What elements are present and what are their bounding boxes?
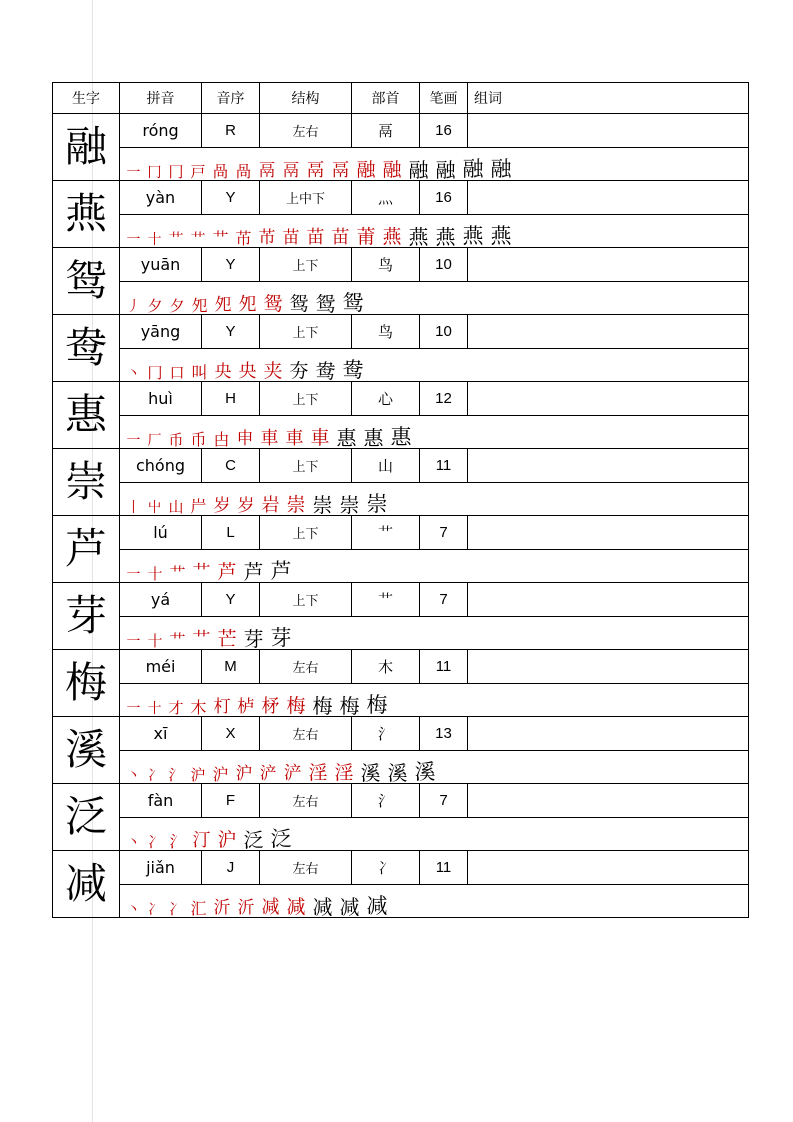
stroke-step: 沪 (235, 764, 253, 784)
stroke-order-row (53, 818, 749, 851)
structure-cell: 上下 (260, 382, 352, 416)
radical-cell: 鬲 (352, 114, 420, 148)
stroke-step: 燕 (490, 224, 512, 248)
radical-cell: 灬 (352, 181, 420, 215)
header-words: 组词 (468, 83, 749, 114)
words-cell (468, 717, 749, 751)
stroke-count-cell: 10 (420, 248, 468, 282)
structure-cell: 左右 (260, 114, 352, 148)
stroke-step: 鬲 (258, 161, 276, 181)
stroke-step: 冫 (147, 902, 162, 918)
stroke-count-cell: 16 (420, 181, 468, 215)
stroke-step: 融 (490, 157, 512, 181)
structure-cell: 上下 (260, 315, 352, 349)
stroke-step: 梅 (312, 694, 333, 717)
structure-cell: 上下 (260, 583, 352, 617)
character-cell: 梅 (53, 650, 120, 717)
stroke-step: 夹 (263, 360, 283, 382)
stroke-step: 央 (214, 362, 232, 382)
stroke-count-cell: 10 (420, 315, 468, 349)
stroke-step: 一 (126, 165, 141, 181)
radical-cell: 木 (352, 650, 420, 684)
stroke-order-row (53, 885, 749, 918)
pinyin-cell: jiǎn (120, 851, 202, 885)
stroke-step: 甴 (213, 430, 230, 449)
stroke-step: 咼 (235, 162, 252, 181)
stroke-step: 艹 (212, 229, 229, 248)
radical-cell: 心 (352, 382, 420, 416)
stroke-order-row (53, 483, 749, 516)
stroke-order-cell (120, 215, 749, 248)
stroke-step: 冫 (147, 768, 162, 784)
stroke-count-cell: 16 (420, 114, 468, 148)
stroke-order-row (53, 684, 749, 717)
stroke-step: 柕 (261, 696, 280, 717)
character-cell: 芦 (53, 516, 120, 583)
stroke-order-cell (120, 349, 749, 382)
stroke-step: 艹 (168, 230, 184, 248)
table-row (53, 650, 749, 684)
stroke-step: 栌 (237, 697, 255, 717)
stroke-step: 沪 (217, 829, 237, 851)
stroke-step: 芦 (270, 559, 292, 583)
stroke-step: 一 (126, 232, 141, 248)
header-character: 生字 (53, 83, 120, 114)
stroke-step: 芇 (258, 228, 276, 248)
structure-cell: 上下 (260, 449, 352, 483)
table-row (53, 248, 749, 282)
stroke-order-cell (120, 751, 749, 784)
table-row (53, 449, 749, 483)
pinyin-cell: yá (120, 583, 202, 617)
character-cell: 泛 (53, 784, 120, 851)
words-cell (468, 248, 749, 282)
stroke-step: 鸳 (289, 293, 309, 315)
stroke-step: 一 (126, 567, 141, 583)
initial-cell: Y (202, 248, 260, 282)
stroke-step: 一 (126, 634, 141, 650)
stroke-step: 淫 (334, 762, 354, 784)
character-cell: 惠 (53, 382, 120, 449)
stroke-step: 鸯 (342, 358, 364, 382)
pinyin-cell: méi (120, 650, 202, 684)
stroke-step: 融 (435, 158, 456, 181)
stroke-step: 屵 (190, 497, 207, 516)
stroke-step: 車 (260, 428, 279, 449)
table-row (53, 181, 749, 215)
stroke-step: 沂 (237, 898, 255, 918)
pinyin-cell: huì (120, 382, 202, 416)
table-row (53, 315, 749, 349)
radical-cell: 艹 (352, 583, 420, 617)
structure-cell: 左右 (260, 784, 352, 818)
stroke-count-cell: 7 (420, 784, 468, 818)
table-row (53, 784, 749, 818)
stroke-order-row (53, 751, 749, 784)
stroke-step: 鬲 (282, 161, 300, 181)
words-cell (468, 516, 749, 550)
words-cell (468, 784, 749, 818)
pinyin-cell: yàn (120, 181, 202, 215)
stroke-step: 惠 (390, 425, 412, 449)
stroke-step: 叫 (191, 363, 208, 382)
stroke-step: 芽 (243, 627, 264, 650)
stroke-step: 芦 (217, 561, 237, 583)
stroke-step: 泛 (243, 828, 264, 851)
header-initial: 音序 (202, 83, 260, 114)
stroke-step: 崇 (286, 494, 306, 516)
stroke-step: 溪 (360, 761, 381, 784)
stroke-step: 山 (168, 498, 184, 516)
stroke-step: 艹 (192, 562, 211, 583)
words-cell (468, 382, 749, 416)
stroke-order-cell (120, 483, 749, 516)
stroke-step: 浐 (283, 763, 302, 784)
character-cell: 溪 (53, 717, 120, 784)
stroke-step: 車 (285, 428, 304, 449)
stroke-step: 梅 (286, 695, 306, 717)
stroke-step: 申 (236, 429, 254, 449)
stroke-step: 苗 (282, 228, 300, 248)
table-row (53, 114, 749, 148)
words-cell (468, 851, 749, 885)
structure-cell: 上中下 (260, 181, 352, 215)
structure-cell: 左右 (260, 650, 352, 684)
stroke-step: 泛 (270, 827, 292, 851)
header-pinyin: 拼音 (120, 83, 202, 114)
stroke-order-cell (120, 617, 749, 650)
stroke-step: 浐 (259, 764, 277, 784)
stroke-step: 夕 (169, 297, 185, 315)
stroke-step: 氵 (169, 832, 186, 851)
table-row (53, 583, 749, 617)
stroke-step: 戸 (190, 163, 206, 181)
stroke-order-row (53, 416, 749, 449)
structure-cell: 左右 (260, 851, 352, 885)
stroke-step: 夗 (191, 296, 208, 315)
stroke-step: 岩 (261, 495, 280, 516)
stroke-step: 融 (408, 158, 429, 181)
stroke-order-cell (120, 885, 749, 918)
stroke-order-row (53, 282, 749, 315)
words-cell (468, 315, 749, 349)
character-cell: 燕 (53, 181, 120, 248)
stroke-step: 丿 (126, 299, 141, 315)
stroke-step: 燕 (408, 225, 429, 248)
stroke-step: 咼 (212, 162, 229, 181)
stroke-order-row (53, 349, 749, 382)
table-row (53, 851, 749, 885)
stroke-order-cell (120, 550, 749, 583)
radical-cell: 冫 (352, 851, 420, 885)
initial-cell: Y (202, 583, 260, 617)
stroke-step: 冂 (147, 364, 163, 382)
words-cell (468, 181, 749, 215)
radical-cell: 氵 (352, 784, 420, 818)
pinyin-cell: xī (120, 717, 202, 751)
pinyin-cell: fàn (120, 784, 202, 818)
stroke-step: 丶 (126, 768, 141, 784)
stroke-step: 艹 (169, 564, 186, 583)
stroke-count-cell: 13 (420, 717, 468, 751)
stroke-step: 朾 (213, 697, 231, 717)
stroke-order-row (53, 550, 749, 583)
stroke-step: 丶 (126, 835, 141, 851)
stroke-step: 冂 (147, 165, 162, 181)
header-structure: 结构 (260, 83, 352, 114)
header-strokes: 笔画 (420, 83, 468, 114)
stroke-step: 十 (147, 565, 163, 583)
stroke-step: 一 (126, 701, 141, 717)
stroke-count-cell: 12 (420, 382, 468, 416)
words-cell (468, 114, 749, 148)
pinyin-cell: yāng (120, 315, 202, 349)
stroke-step: 苗 (331, 227, 350, 248)
stroke-step: 屮 (147, 500, 162, 516)
stroke-step: 丨 (126, 500, 141, 516)
stroke-step: 冫 (147, 833, 163, 851)
stroke-step: 夗 (238, 294, 257, 315)
stroke-step: 一 (126, 433, 141, 449)
stroke-step: 融 (382, 159, 402, 181)
structure-cell: 左右 (260, 717, 352, 751)
worksheet-container (52, 82, 748, 918)
stroke-step: 沪 (190, 766, 206, 784)
stroke-order-cell (120, 148, 749, 181)
stroke-step: 十 (147, 232, 162, 248)
stroke-step: 芇 (235, 229, 252, 248)
stroke-step: 惠 (363, 426, 384, 449)
stroke-step: 十 (147, 701, 162, 717)
words-cell (468, 583, 749, 617)
stroke-step: 氵 (168, 766, 184, 784)
header-radical: 部首 (352, 83, 420, 114)
stroke-order-row (53, 148, 749, 181)
initial-cell: Y (202, 315, 260, 349)
character-cell: 芽 (53, 583, 120, 650)
stroke-step: 鸳 (315, 292, 336, 315)
words-cell (468, 449, 749, 483)
initial-cell: F (202, 784, 260, 818)
structure-cell: 上下 (260, 248, 352, 282)
initial-cell: J (202, 851, 260, 885)
pinyin-cell: yuān (120, 248, 202, 282)
stroke-step: 岁 (213, 496, 231, 516)
character-cell: 鸯 (53, 315, 120, 382)
initial-cell: H (202, 382, 260, 416)
stroke-step: 口 (169, 364, 185, 382)
stroke-order-row (53, 617, 749, 650)
stroke-order-cell (120, 282, 749, 315)
radical-cell: 氵 (352, 717, 420, 751)
stroke-step: 沂 (213, 898, 231, 918)
character-cell: 融 (53, 114, 120, 181)
stroke-step: 币 (190, 430, 207, 449)
stroke-step: 融 (356, 159, 376, 181)
stroke-step: 木 (190, 698, 207, 717)
initial-cell: X (202, 717, 260, 751)
stroke-step: 崇 (312, 493, 333, 516)
stroke-step: 才 (168, 699, 184, 717)
stroke-step: 汇 (190, 899, 207, 918)
stroke-count-cell: 11 (420, 851, 468, 885)
stroke-step: 艹 (190, 230, 206, 248)
initial-cell: Y (202, 181, 260, 215)
table-row (53, 717, 749, 751)
stroke-step: 夯 (289, 360, 309, 382)
character-cell: 崇 (53, 449, 120, 516)
stroke-step: 融 (462, 157, 484, 181)
stroke-step: 梅 (339, 694, 360, 717)
stroke-step: 减 (366, 894, 388, 918)
stroke-step: 丶 (126, 366, 141, 382)
stroke-step: 艹 (169, 631, 186, 650)
stroke-step: 厂 (147, 433, 162, 449)
table-row (53, 382, 749, 416)
table-row (53, 516, 749, 550)
stroke-step: 减 (339, 895, 360, 918)
radical-cell: 鸟 (352, 315, 420, 349)
pinyin-cell: chóng (120, 449, 202, 483)
character-table (52, 82, 749, 918)
stroke-step: 芦 (243, 560, 264, 583)
stroke-step: 燕 (435, 225, 456, 248)
radical-cell: 山 (352, 449, 420, 483)
stroke-step: 車 (310, 427, 330, 449)
words-cell (468, 650, 749, 684)
stroke-step: 苗 (306, 227, 325, 248)
stroke-step: 淫 (308, 762, 328, 784)
stroke-step: 鸳 (342, 291, 364, 315)
stroke-step: 夗 (214, 295, 232, 315)
character-cell: 减 (53, 851, 120, 918)
stroke-step: 艹 (192, 629, 211, 650)
stroke-step: 鬲 (306, 160, 325, 181)
table-header-row (53, 83, 749, 114)
initial-cell: R (202, 114, 260, 148)
stroke-step: 减 (286, 896, 306, 918)
stroke-count-cell: 11 (420, 449, 468, 483)
initial-cell: L (202, 516, 260, 550)
stroke-step: 汀 (192, 830, 211, 851)
stroke-step: 芒 (217, 628, 237, 650)
stroke-step: 溪 (414, 760, 436, 784)
pinyin-cell: lú (120, 516, 202, 550)
stroke-order-row (53, 215, 749, 248)
stroke-step: 冫 (168, 900, 184, 918)
initial-cell: C (202, 449, 260, 483)
stroke-count-cell: 7 (420, 516, 468, 550)
stroke-step: 岁 (237, 496, 255, 516)
stroke-step: 央 (238, 361, 257, 382)
stroke-count-cell: 11 (420, 650, 468, 684)
stroke-step: 燕 (382, 226, 402, 248)
stroke-step: 鸳 (263, 293, 283, 315)
stroke-step: 沪 (212, 765, 229, 784)
pinyin-cell: róng (120, 114, 202, 148)
stroke-step: 崇 (366, 492, 388, 516)
stroke-step: 梅 (366, 693, 388, 717)
structure-cell: 上下 (260, 516, 352, 550)
stroke-step: 鸯 (315, 359, 336, 382)
stroke-step: 鬲 (331, 160, 350, 181)
stroke-step: 冂 (168, 163, 184, 181)
stroke-order-cell (120, 684, 749, 717)
stroke-step: 莆 (356, 226, 376, 248)
stroke-count-cell: 7 (420, 583, 468, 617)
stroke-step: 芽 (270, 626, 292, 650)
stroke-step: 崇 (339, 493, 360, 516)
radical-cell: 鸟 (352, 248, 420, 282)
character-cell: 鸳 (53, 248, 120, 315)
radical-cell: 艹 (352, 516, 420, 550)
stroke-step: 十 (147, 632, 163, 650)
stroke-order-cell (120, 416, 749, 449)
stroke-step: 丶 (126, 902, 141, 918)
initial-cell: M (202, 650, 260, 684)
stroke-order-cell (120, 818, 749, 851)
stroke-step: 惠 (336, 426, 357, 449)
stroke-step: 币 (168, 431, 184, 449)
stroke-step: 减 (261, 897, 280, 918)
stroke-step: 溪 (387, 761, 408, 784)
stroke-step: 减 (312, 895, 333, 918)
stroke-step: 燕 (462, 224, 484, 248)
stroke-step: 夕 (147, 297, 163, 315)
